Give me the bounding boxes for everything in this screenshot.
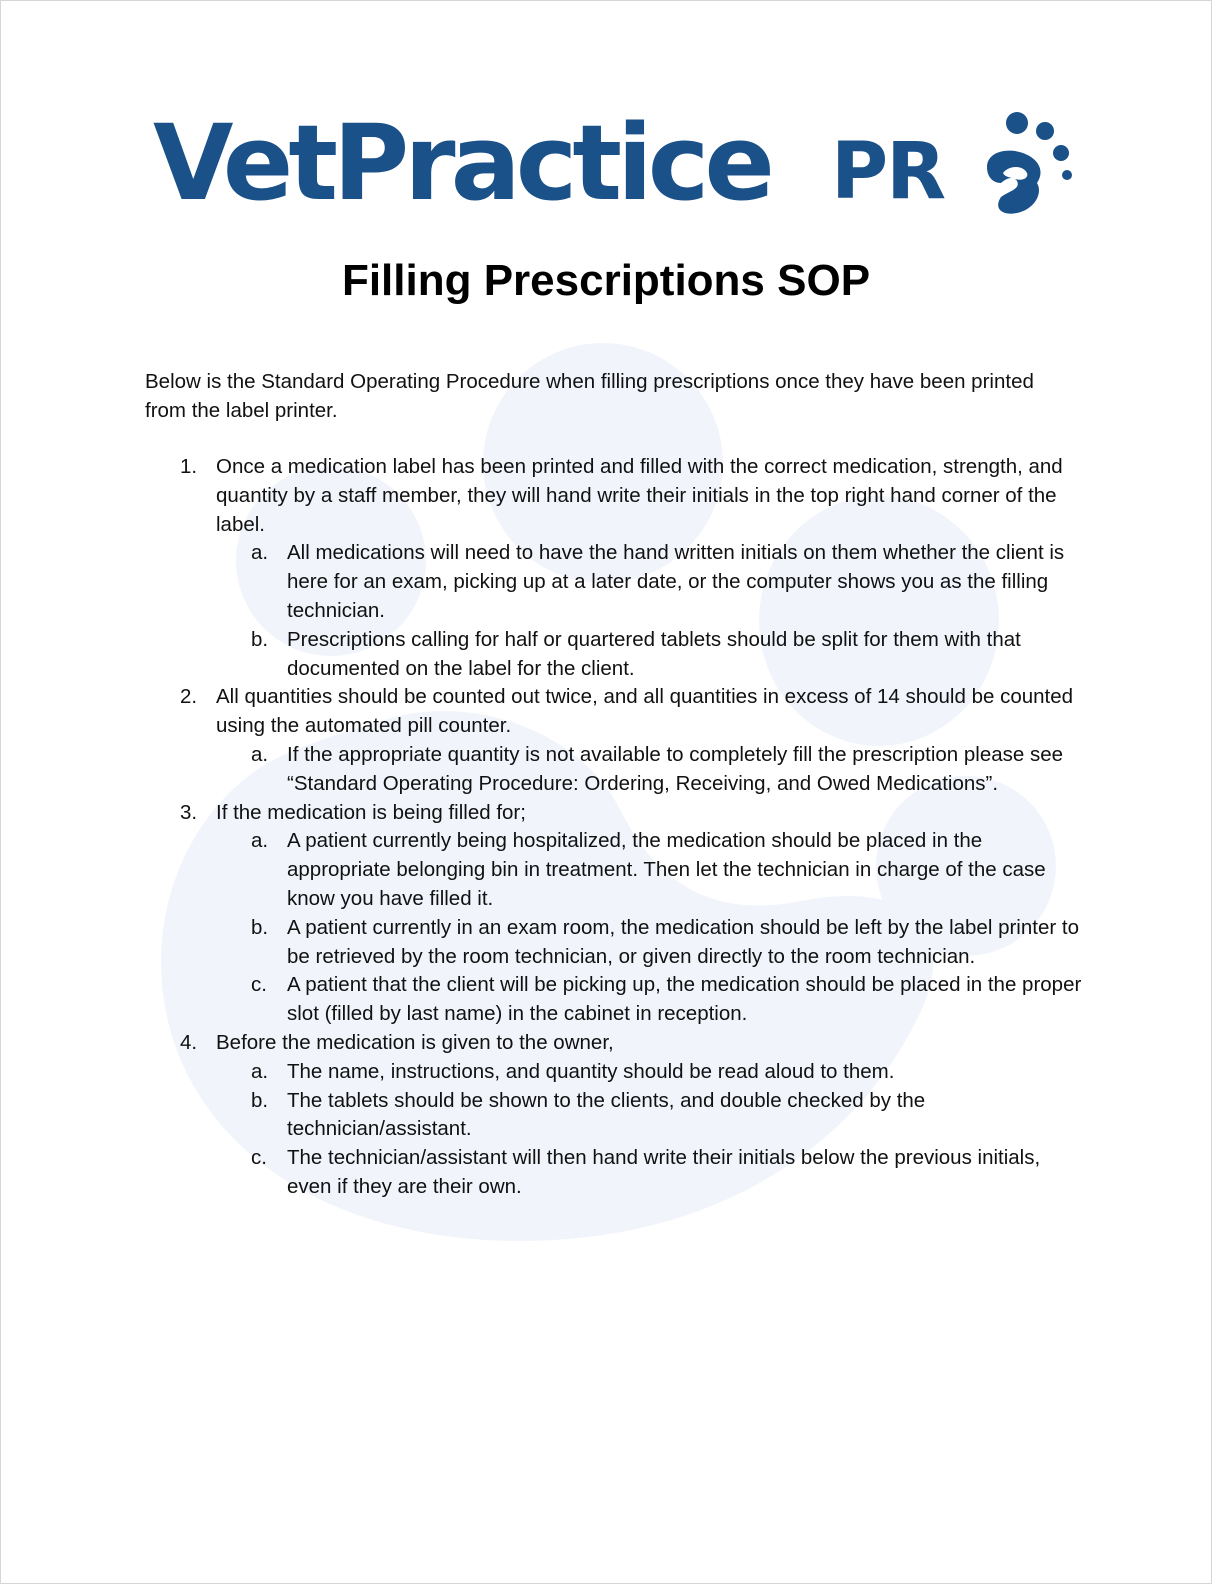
sop-step (145, 683, 1085, 741)
substep-text: If the appropriate quantity is not available to completely fill the prescription please see “Standard Operating Procedure: Ordering, Receiving, and Owed Medications”. (287, 742, 1064, 795)
substep-text: A patient currently being hospitalized, the medication should be placed in the appropriate belonging bin in treatment. Then let the technician in charge of the case know you have filled it. (287, 829, 1046, 910)
substep-letter: c. (251, 973, 267, 997)
page-title: Filling Prescriptions SOP (341, 256, 871, 305)
sop-substep (145, 827, 1085, 913)
step-text: Before the medication is given to the owner, (216, 1030, 614, 1054)
substep-text: All medications will need to have the hand written initials on them whether the client is here for an exam, picking up at a later date, or the computer shows you as the filling technician. (287, 541, 1065, 622)
step-number: 2. (180, 685, 198, 709)
vetpracticepro-logo (153, 102, 1073, 229)
step-number: 1. (180, 455, 198, 478)
sop-step (145, 1029, 1085, 1058)
substep-text: A patient currently in an exam room, the medication should be left by the label printer to be retrieved by the room technician, or given directly to the room technician. (287, 915, 1079, 968)
substep-text: The name, instructions, and quantity should be read aloud to them. (287, 1059, 895, 1083)
sop-step (145, 799, 1085, 828)
substep-letter: b. (251, 915, 269, 939)
logo-pro-text: PR (831, 127, 945, 217)
sop-steps-list (145, 453, 1085, 1202)
sop-step (145, 453, 1085, 539)
substep-letter: a. (251, 541, 269, 565)
sop-substep (145, 539, 1085, 625)
substep-text: The tablets should be shown to the clients, and double checked by the technician/assistant. (287, 1088, 926, 1141)
substep-letter: b. (251, 1088, 269, 1112)
substep-letter: a. (251, 829, 269, 853)
substep-letter: a. (251, 742, 269, 766)
sop-substep (145, 1087, 1085, 1145)
step-number: 4. (180, 1030, 198, 1054)
step-text: Once a medication label has been printed and filled with the correct medication, strength, and quantity by a staff member, they will hand write their initials in the top right hand corner of the label. (216, 455, 1063, 536)
sop-substep (145, 914, 1085, 972)
sop-substep (145, 1058, 1085, 1087)
intro-paragraph: Below is the Standard Operating Procedure when filling prescriptions once they have been printed from the label printer. (145, 370, 1034, 422)
step-number: 3. (180, 800, 198, 824)
substep-text: A patient that the client will be picking up, the medication should be placed in the proper slot (filled by last name) in the cabinet in reception. (287, 973, 1082, 1026)
substep-letter: a. (251, 1059, 269, 1083)
substep-text: Prescriptions calling for half or quartered tablets should be split for them with that documented on the label for the client. (287, 627, 1021, 680)
substep-letter: b. (251, 627, 269, 651)
step-text: If the medication is being filled for; (216, 800, 526, 824)
substep-text: The technician/assistant will then hand write their initials below the previous initials, even if they are their own. (287, 1146, 1041, 1198)
logo-wordmark: VetPractice (153, 102, 770, 224)
sop-substep (145, 626, 1085, 684)
step-text: All quantities should be counted out twice, and all quantities in excess of 14 should be counted using the automated pill counter. (216, 685, 1074, 738)
sop-substep (145, 1144, 1085, 1202)
sop-substep (145, 741, 1085, 799)
sop-substep (145, 971, 1085, 1029)
substep-letter: c. (251, 1146, 267, 1170)
paw-print-icon (973, 109, 1083, 219)
